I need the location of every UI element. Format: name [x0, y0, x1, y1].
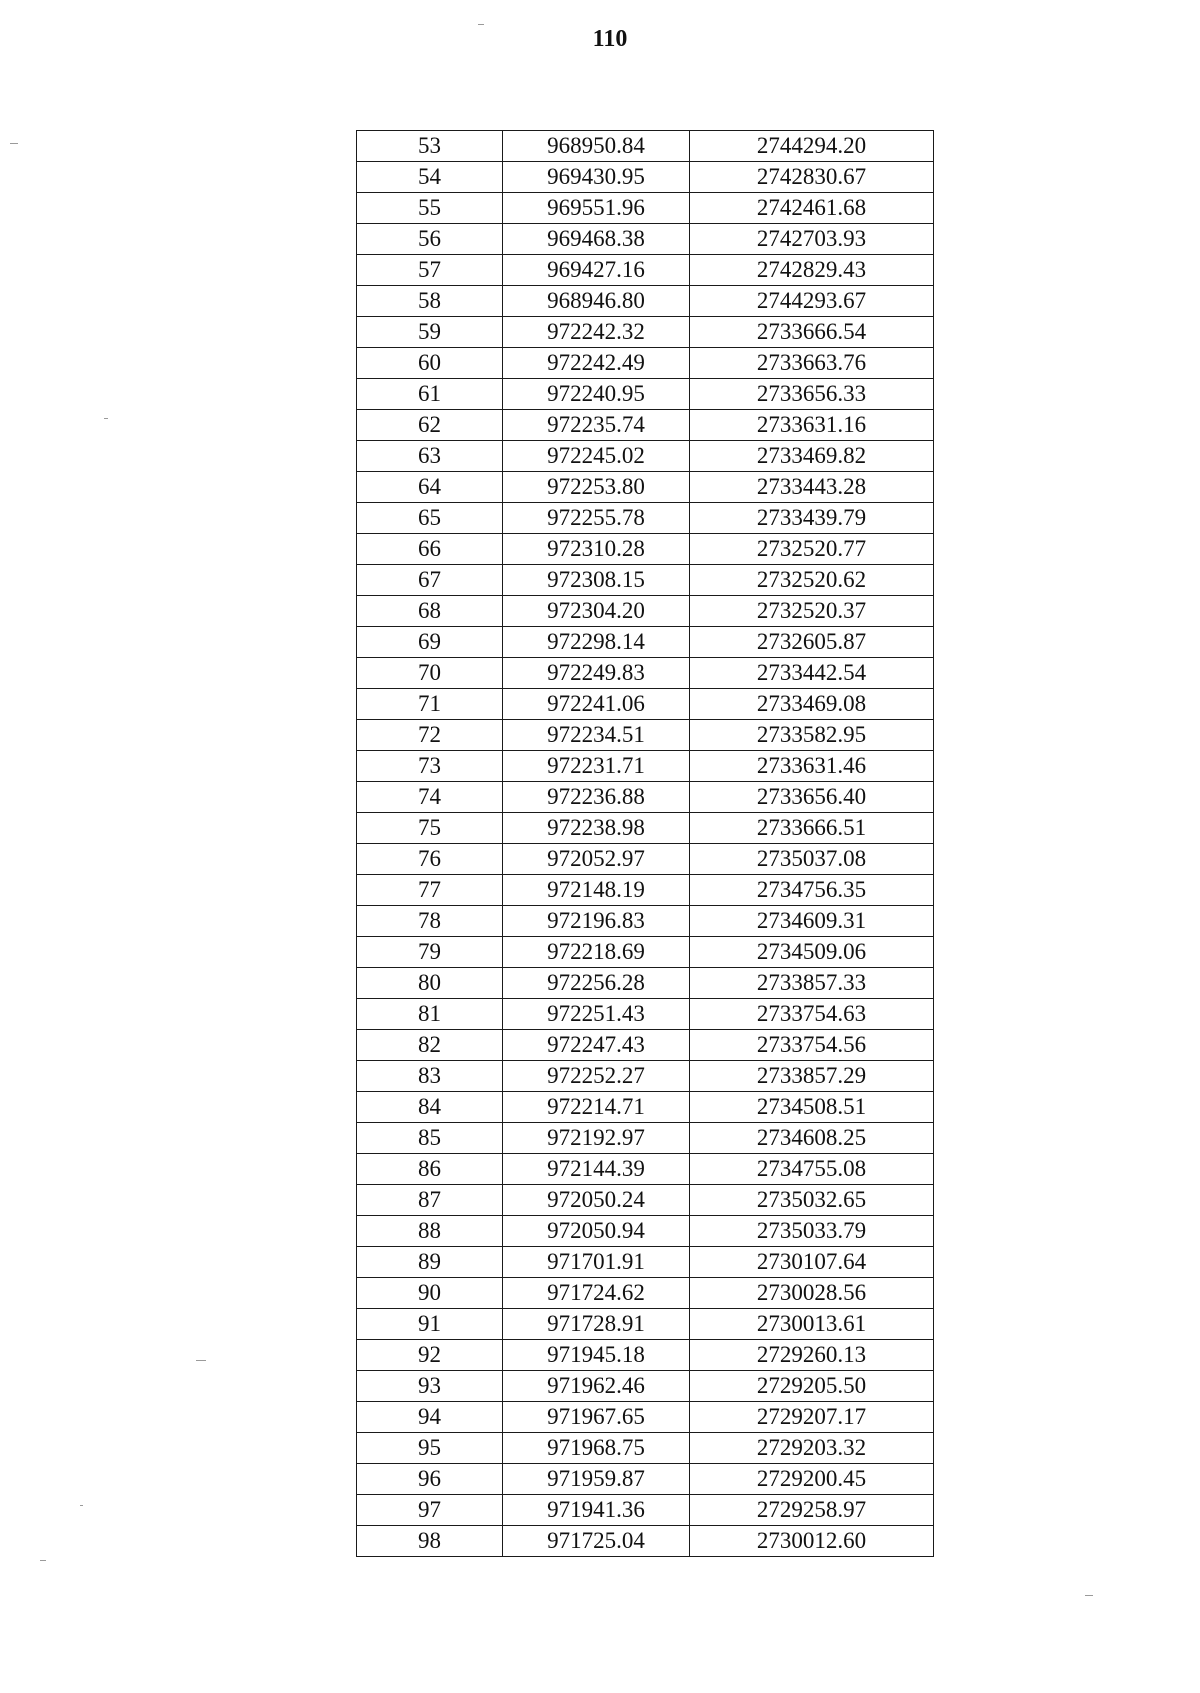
- scan-speck: [1085, 1595, 1093, 1596]
- y-coordinate-cell: 2742830.67: [690, 162, 934, 193]
- x-coordinate-cell: 971959.87: [503, 1464, 690, 1495]
- table-row: [357, 1526, 934, 1557]
- x-coordinate-cell: 969430.95: [503, 162, 690, 193]
- table-row: [357, 999, 934, 1030]
- point-number-cell: 96: [357, 1464, 503, 1495]
- x-coordinate-cell: 972247.43: [503, 1030, 690, 1061]
- x-coordinate-cell: 972242.49: [503, 348, 690, 379]
- point-number-cell: 94: [357, 1402, 503, 1433]
- point-number-cell: 82: [357, 1030, 503, 1061]
- y-coordinate-cell: 2733754.63: [690, 999, 934, 1030]
- y-coordinate-cell: 2729203.32: [690, 1433, 934, 1464]
- point-number-cell: 74: [357, 782, 503, 813]
- y-coordinate-cell: 2733631.16: [690, 410, 934, 441]
- table-row: [357, 1154, 934, 1185]
- x-coordinate-cell: 972242.32: [503, 317, 690, 348]
- y-coordinate-cell: 2734755.08: [690, 1154, 934, 1185]
- point-number-cell: 89: [357, 1247, 503, 1278]
- table-row: [357, 782, 934, 813]
- point-number-cell: 83: [357, 1061, 503, 1092]
- y-coordinate-cell: 2733631.46: [690, 751, 934, 782]
- table-row: [357, 875, 934, 906]
- table-row: [357, 968, 934, 999]
- point-number-cell: 87: [357, 1185, 503, 1216]
- y-coordinate-cell: 2742703.93: [690, 224, 934, 255]
- x-coordinate-cell: 972255.78: [503, 503, 690, 534]
- table-row: [357, 1495, 934, 1526]
- x-coordinate-cell: 972231.71: [503, 751, 690, 782]
- table-row: [357, 1092, 934, 1123]
- table-row: [357, 1247, 934, 1278]
- x-coordinate-cell: 972050.94: [503, 1216, 690, 1247]
- table-row: [357, 689, 934, 720]
- table-row: [357, 720, 934, 751]
- x-coordinate-cell: 969551.96: [503, 193, 690, 224]
- y-coordinate-cell: 2733656.33: [690, 379, 934, 410]
- point-number-cell: 58: [357, 286, 503, 317]
- y-coordinate-cell: 2734509.06: [690, 937, 934, 968]
- x-coordinate-cell: 971725.04: [503, 1526, 690, 1557]
- page-number: 110: [592, 26, 628, 52]
- point-number-cell: 53: [357, 131, 503, 162]
- y-coordinate-cell: 2729260.13: [690, 1340, 934, 1371]
- y-coordinate-cell: 2730107.64: [690, 1247, 934, 1278]
- x-coordinate-cell: 972298.14: [503, 627, 690, 658]
- point-number-cell: 86: [357, 1154, 503, 1185]
- y-coordinate-cell: 2730012.60: [690, 1526, 934, 1557]
- table-row: [357, 379, 934, 410]
- y-coordinate-cell: 2735033.79: [690, 1216, 934, 1247]
- table-row: [357, 224, 934, 255]
- point-number-cell: 80: [357, 968, 503, 999]
- table-row: [357, 534, 934, 565]
- point-number-cell: 55: [357, 193, 503, 224]
- x-coordinate-cell: 969427.16: [503, 255, 690, 286]
- y-coordinate-cell: 2732520.37: [690, 596, 934, 627]
- point-number-cell: 81: [357, 999, 503, 1030]
- table-row: [357, 658, 934, 689]
- table-row: [357, 131, 934, 162]
- y-coordinate-cell: 2729258.97: [690, 1495, 934, 1526]
- y-coordinate-cell: 2733666.51: [690, 813, 934, 844]
- y-coordinate-cell: 2733469.82: [690, 441, 934, 472]
- scan-speck: [104, 418, 108, 419]
- x-coordinate-cell: 972218.69: [503, 937, 690, 968]
- point-number-cell: 69: [357, 627, 503, 658]
- y-coordinate-cell: 2733656.40: [690, 782, 934, 813]
- point-number-cell: 61: [357, 379, 503, 410]
- table-row: [357, 193, 934, 224]
- point-number-cell: 73: [357, 751, 503, 782]
- y-coordinate-cell: 2733754.56: [690, 1030, 934, 1061]
- point-number-cell: 67: [357, 565, 503, 596]
- point-number-cell: 79: [357, 937, 503, 968]
- y-coordinate-cell: 2729200.45: [690, 1464, 934, 1495]
- x-coordinate-cell: 972310.28: [503, 534, 690, 565]
- table-row: [357, 1216, 934, 1247]
- x-coordinate-cell: 972240.95: [503, 379, 690, 410]
- y-coordinate-cell: 2733442.54: [690, 658, 934, 689]
- point-number-cell: 68: [357, 596, 503, 627]
- point-number-cell: 95: [357, 1433, 503, 1464]
- table-row: [357, 627, 934, 658]
- point-number-cell: 84: [357, 1092, 503, 1123]
- y-coordinate-cell: 2742461.68: [690, 193, 934, 224]
- y-coordinate-cell: 2734609.31: [690, 906, 934, 937]
- y-coordinate-cell: 2732520.62: [690, 565, 934, 596]
- table-row: [357, 596, 934, 627]
- table-row: [357, 1371, 934, 1402]
- y-coordinate-cell: 2742829.43: [690, 255, 934, 286]
- point-number-cell: 97: [357, 1495, 503, 1526]
- scan-speck: [478, 24, 484, 25]
- x-coordinate-cell: 972196.83: [503, 906, 690, 937]
- y-coordinate-cell: 2735037.08: [690, 844, 934, 875]
- table-row: [357, 1464, 934, 1495]
- y-coordinate-cell: 2744294.20: [690, 131, 934, 162]
- point-number-cell: 71: [357, 689, 503, 720]
- x-coordinate-cell: 971728.91: [503, 1309, 690, 1340]
- x-coordinate-cell: 972252.27: [503, 1061, 690, 1092]
- y-coordinate-cell: 2730013.61: [690, 1309, 934, 1340]
- point-number-cell: 76: [357, 844, 503, 875]
- table-row: [357, 844, 934, 875]
- point-number-cell: 60: [357, 348, 503, 379]
- point-number-cell: 65: [357, 503, 503, 534]
- x-coordinate-cell: 972234.51: [503, 720, 690, 751]
- x-coordinate-cell: 971941.36: [503, 1495, 690, 1526]
- x-coordinate-cell: 972253.80: [503, 472, 690, 503]
- point-number-cell: 78: [357, 906, 503, 937]
- table-row: [357, 1340, 934, 1371]
- point-number-cell: 93: [357, 1371, 503, 1402]
- y-coordinate-cell: 2735032.65: [690, 1185, 934, 1216]
- point-number-cell: 62: [357, 410, 503, 441]
- point-number-cell: 56: [357, 224, 503, 255]
- x-coordinate-cell: 972148.19: [503, 875, 690, 906]
- table-row: [357, 503, 934, 534]
- point-number-cell: 63: [357, 441, 503, 472]
- x-coordinate-cell: 972144.39: [503, 1154, 690, 1185]
- table-row: [357, 1278, 934, 1309]
- y-coordinate-cell: 2734608.25: [690, 1123, 934, 1154]
- table-row: [357, 255, 934, 286]
- y-coordinate-cell: 2733443.28: [690, 472, 934, 503]
- y-coordinate-cell: 2732520.77: [690, 534, 934, 565]
- table-row: [357, 286, 934, 317]
- point-number-cell: 59: [357, 317, 503, 348]
- point-number-cell: 77: [357, 875, 503, 906]
- x-coordinate-cell: 972245.02: [503, 441, 690, 472]
- y-coordinate-cell: 2732605.87: [690, 627, 934, 658]
- x-coordinate-cell: 972235.74: [503, 410, 690, 441]
- x-coordinate-cell: 972214.71: [503, 1092, 690, 1123]
- x-coordinate-cell: 968946.80: [503, 286, 690, 317]
- x-coordinate-cell: 968950.84: [503, 131, 690, 162]
- table-row: [357, 472, 934, 503]
- x-coordinate-cell: 972256.28: [503, 968, 690, 999]
- scan-speck: [40, 1560, 46, 1561]
- y-coordinate-cell: 2733582.95: [690, 720, 934, 751]
- x-coordinate-cell: 972236.88: [503, 782, 690, 813]
- table-row: [357, 813, 934, 844]
- table-row: [357, 348, 934, 379]
- coordinates-table-body: [357, 131, 934, 1557]
- point-number-cell: 98: [357, 1526, 503, 1557]
- table-row: [357, 565, 934, 596]
- table-row: [357, 1402, 934, 1433]
- table-row: [357, 1123, 934, 1154]
- x-coordinate-cell: 972050.24: [503, 1185, 690, 1216]
- table-row: [357, 1030, 934, 1061]
- table-row: [357, 410, 934, 441]
- y-coordinate-cell: 2734756.35: [690, 875, 934, 906]
- table-row: [357, 1433, 934, 1464]
- point-number-cell: 85: [357, 1123, 503, 1154]
- table-row: [357, 937, 934, 968]
- table-row: [357, 1309, 934, 1340]
- x-coordinate-cell: 971967.65: [503, 1402, 690, 1433]
- y-coordinate-cell: 2730028.56: [690, 1278, 934, 1309]
- x-coordinate-cell: 971968.75: [503, 1433, 690, 1464]
- x-coordinate-cell: 972304.20: [503, 596, 690, 627]
- point-number-cell: 57: [357, 255, 503, 286]
- scan-speck: [10, 143, 18, 144]
- table-row: [357, 1061, 934, 1092]
- point-number-cell: 64: [357, 472, 503, 503]
- y-coordinate-cell: 2733439.79: [690, 503, 934, 534]
- point-number-cell: 91: [357, 1309, 503, 1340]
- y-coordinate-cell: 2733666.54: [690, 317, 934, 348]
- table-row: [357, 1185, 934, 1216]
- point-number-cell: 90: [357, 1278, 503, 1309]
- scan-speck: [196, 1360, 206, 1361]
- y-coordinate-cell: 2733663.76: [690, 348, 934, 379]
- x-coordinate-cell: 972251.43: [503, 999, 690, 1030]
- x-coordinate-cell: 972052.97: [503, 844, 690, 875]
- point-number-cell: 70: [357, 658, 503, 689]
- table-row: [357, 317, 934, 348]
- x-coordinate-cell: 972241.06: [503, 689, 690, 720]
- x-coordinate-cell: 971962.46: [503, 1371, 690, 1402]
- y-coordinate-cell: 2733857.33: [690, 968, 934, 999]
- y-coordinate-cell: 2744293.67: [690, 286, 934, 317]
- y-coordinate-cell: 2734508.51: [690, 1092, 934, 1123]
- scan-speck: [80, 1505, 83, 1506]
- coordinates-table: [356, 130, 934, 1557]
- y-coordinate-cell: 2729207.17: [690, 1402, 934, 1433]
- x-coordinate-cell: 971724.62: [503, 1278, 690, 1309]
- table-row: [357, 162, 934, 193]
- point-number-cell: 88: [357, 1216, 503, 1247]
- x-coordinate-cell: 972308.15: [503, 565, 690, 596]
- table-row: [357, 906, 934, 937]
- x-coordinate-cell: 971701.91: [503, 1247, 690, 1278]
- x-coordinate-cell: 969468.38: [503, 224, 690, 255]
- table-row: [357, 751, 934, 782]
- point-number-cell: 92: [357, 1340, 503, 1371]
- table-row: [357, 441, 934, 472]
- point-number-cell: 66: [357, 534, 503, 565]
- y-coordinate-cell: 2733857.29: [690, 1061, 934, 1092]
- x-coordinate-cell: 972192.97: [503, 1123, 690, 1154]
- y-coordinate-cell: 2729205.50: [690, 1371, 934, 1402]
- x-coordinate-cell: 972238.98: [503, 813, 690, 844]
- x-coordinate-cell: 971945.18: [503, 1340, 690, 1371]
- point-number-cell: 72: [357, 720, 503, 751]
- x-coordinate-cell: 972249.83: [503, 658, 690, 689]
- y-coordinate-cell: 2733469.08: [690, 689, 934, 720]
- point-number-cell: 75: [357, 813, 503, 844]
- point-number-cell: 54: [357, 162, 503, 193]
